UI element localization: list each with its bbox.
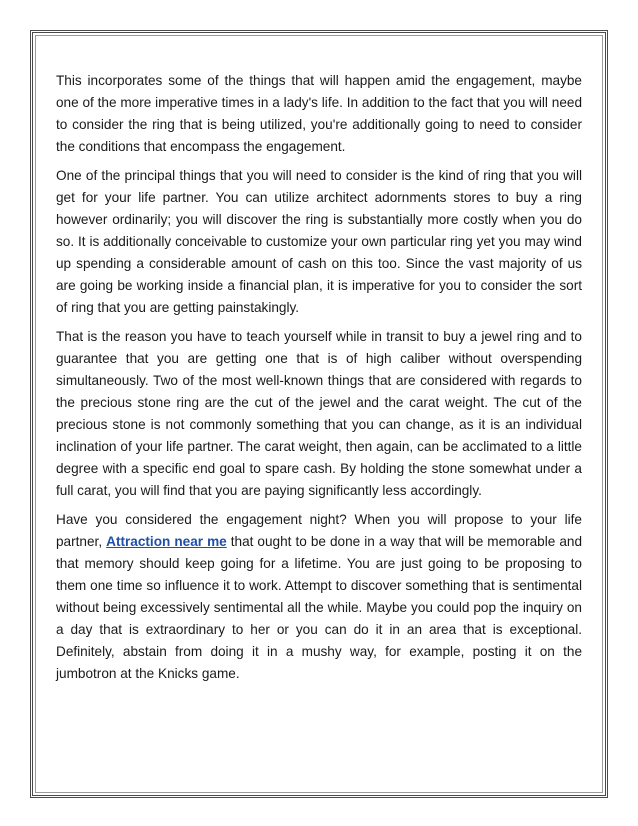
- paragraph-4: [56, 509, 582, 685]
- paragraph-3: That is the reason you have to teach yourself while in transit to buy a jewel ring and to guarantee that you are getting one that is of high caliber without overspending simultaneously. Two of the most well-known things that are considered with regards to the precious stone ring are the cut of the jewel and the carat weight. The cut of the precious stone is not commonly something that you can change, as it is an individual inclination of your life partner. The carat weight, then again, can be acclimated to a little degree with a specific end goal to spare cash. By holding the stone somewhat under a full carat, you will find that you are paying significantly less accordingly.: [56, 329, 582, 498]
- document-body: [56, 70, 582, 692]
- paragraph-4-text-end: that ought to be done in a way that will be memorable and that memory should keep going for a lifetime. You are just going to be proposing to them one time so influence it to work. Attempt to discover something that is sentimental without being excessively sentimental all the while. Maybe you could pop the inquiry on a day that is extraordinary to her or you can do it in an area that is exceptional. Definitely, abstain from doing it in a mushy way, for example, posting it on the jumbotron at the Knicks game.: [56, 534, 583, 681]
- paragraph-2: One of the principal things that you will need to consider is the kind of ring that you will get for your life partner. You can utilize architect adornments stores to buy a ring however ordinarily; you will discover the ring is substantially more costly when you do so. It is additionally conceivable to customize your own particular ring yet you may wind up spending a considerable amount of cash on this too. Since the vast majority of us are going be working inside a financial plan, it is imperative for you to consider the sort of ring that you are getting painstakingly.: [56, 168, 582, 315]
- paragraph-4-text-start: Have you considered the engagement night? When you will propose to your life partner,: [56, 512, 582, 549]
- paragraph-1: This incorporates some of the things that will happen amid the engagement, maybe one of the more imperative times in a lady's life. In addition to the fact that you will need to consider the ring that is being utilized, you're additionally going to need to consider the conditions that encompass the engagement.: [56, 73, 582, 154]
- attraction-near-me-link[interactable]: Attraction near me: [106, 534, 227, 549]
